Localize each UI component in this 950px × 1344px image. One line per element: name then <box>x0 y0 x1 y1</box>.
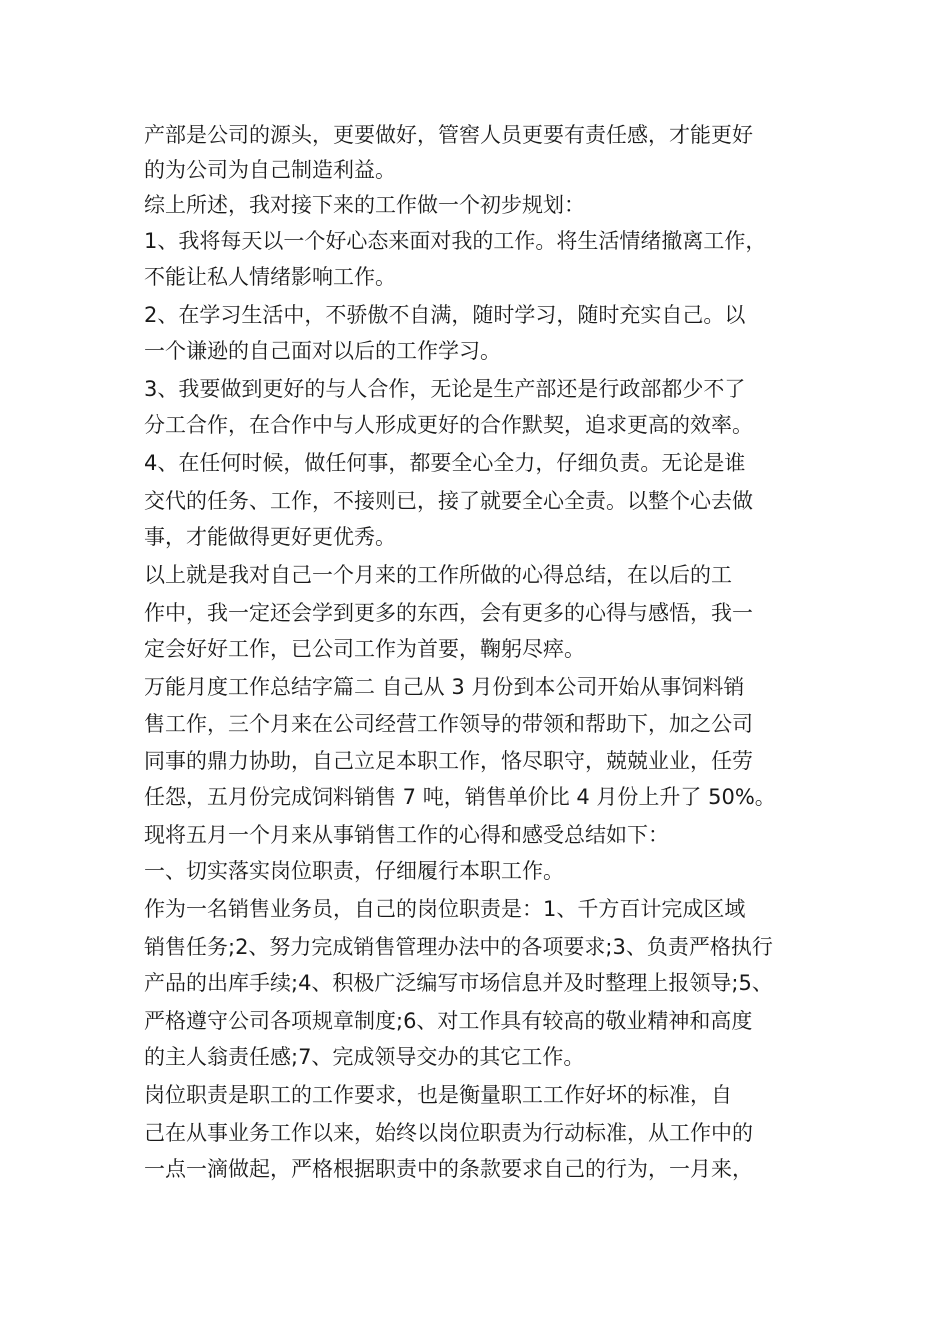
text-line: 一点一滴做起，严格根据职责中的条款要求自己的行为，一月来， <box>144 1157 753 1181</box>
text-line: 一、切实落实岗位职责，仔细履行本职工作。 <box>144 859 564 883</box>
text-line: 万能月度工作总结字篇二 自己从 3 月份到本公司开始从事饲料销 <box>144 675 745 699</box>
text-line: 任怨，五月份完成饲料销售 7 吨，销售单价比 4 月份上升了 50%。 <box>144 785 776 809</box>
text-line: 以上就是我对自己一个月来的工作所做的心得总结，在以后的工 <box>144 563 732 587</box>
text-line: 现将五月一个月来从事销售工作的心得和感受总结如下： <box>144 823 669 847</box>
text-line: 作中，我一定还会学到更多的东西，会有更多的心得与感悟，我一 <box>144 601 753 625</box>
text-line: 1、我将每天以一个好心态来面对我的工作。将生活情绪撤离工作， <box>144 229 767 253</box>
text-line: 定会好好工作，已公司工作为首要，鞠躬尽瘁。 <box>144 637 585 661</box>
text-line: 事，才能做得更好更优秀。 <box>144 525 396 549</box>
text-line: 3、我要做到更好的与人合作，无论是生产部还是行政部都少不了 <box>144 377 746 401</box>
text-line: 4、在任何时候，做任何事，都要全心全力，仔细负责。无论是谁 <box>144 451 746 475</box>
text-line: 产部是公司的源头，更要做好，管窖人员更要有责任感，才能更好 <box>144 123 753 147</box>
text-line: 严格遵守公司各项规章制度;6、对工作具有较高的敬业精神和高度 <box>144 1009 753 1033</box>
text-line: 的为公司为自己制造利益。 <box>144 158 396 182</box>
text-line: 己在从事业务工作以来，始终以岗位职责为行动标准，从工作中的 <box>144 1121 753 1145</box>
text-line: 综上所述，我对接下来的工作做一个初步规划： <box>144 193 585 217</box>
text-line: 同事的鼎力协助，自己立足本职工作，恪尽职守，兢兢业业，任劳 <box>144 749 753 773</box>
text-line: 岗位职责是职工的工作要求，也是衡量职工工作好坏的标准，自 <box>144 1083 732 1107</box>
text-line: 不能让私人情绪影响工作。 <box>144 265 396 289</box>
text-line: 售工作，三个月来在公司经营工作领导的带领和帮助下，加之公司 <box>144 712 753 736</box>
text-line: 一个谦逊的自己面对以后的工作学习。 <box>144 339 501 363</box>
text-line: 产品的出库手续;4、积极广泛编写市场信息并及时整理上报领导;5、 <box>144 971 773 995</box>
text-line: 作为一名销售业务员，自己的岗位职责是：1、千方百计完成区域 <box>144 897 746 921</box>
text-line: 2、在学习生活中，不骄傲不自满，随时学习，随时充实自己。以 <box>144 303 746 327</box>
text-line: 销售任务;2、努力完成销售管理办法中的各项要求;3、负责严格执行 <box>144 935 773 959</box>
text-line: 的主人翁责任感;7、完成领导交办的其它工作。 <box>144 1045 585 1069</box>
text-line: 分工合作，在合作中与人形成更好的合作默契，追求更高的效率。 <box>144 413 753 437</box>
text-line: 交代的任务、工作，不接则已，接了就要全心全责。以整个心去做 <box>144 489 753 513</box>
